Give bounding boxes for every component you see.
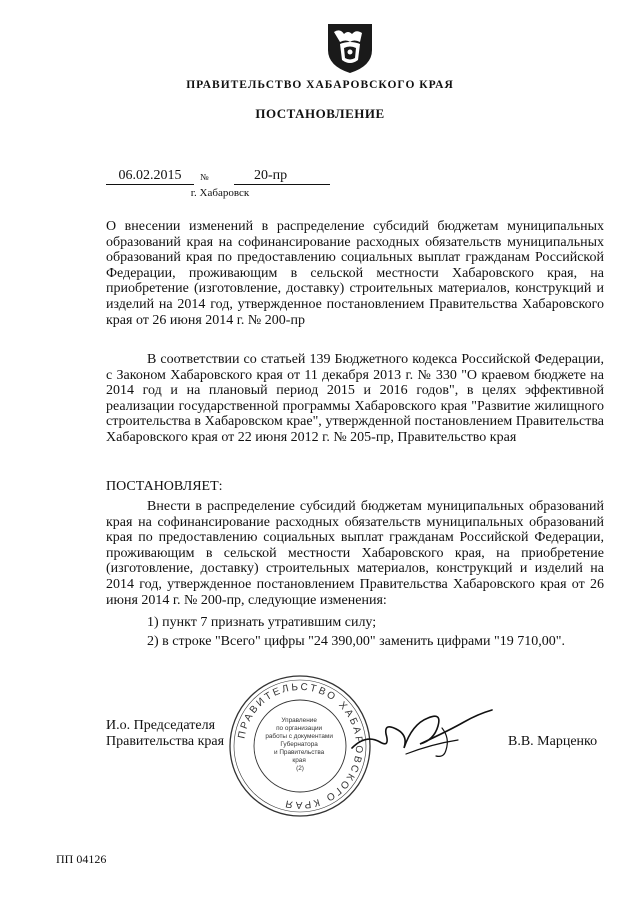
organization-name: ПРАВИТЕЛЬСТВО ХАБАРОВСКОГО КРАЯ — [186, 79, 454, 91]
document-title: О внесении изменений в распределение субсидий бюджетам муниципальных образований края на софинансирование расходных обязательств муниципальных образований края по предоставлению социальных выплат гражданам Российской Федерации, проживающим в сельской местности Хабаровского края, на приобретение (изготовление, доставку) строительных материалов, конструкций и изделий на 2014 год, утвержденное постановлением Правительства Хабаровского края от 26 июня 2014 г. № 200-пр — [106, 219, 604, 328]
handwritten-signature — [346, 704, 498, 764]
stamp-line: и Правительства — [273, 749, 325, 756]
stamp-line: Губернатора — [280, 741, 318, 748]
list-item: 1) пункт 7 признать утратившим силу; — [147, 615, 377, 630]
stamp-line: по организации — [276, 725, 323, 732]
signatory-position-line: Правительства края — [106, 734, 225, 749]
signatory-position-line: И.о. Председателя — [106, 718, 216, 733]
document-number: 20-пр — [234, 168, 330, 185]
stamp-line: (2) — [296, 765, 304, 772]
document-type: ПОСТАНОВЛЕНИЕ — [255, 106, 385, 121]
number-sign: № — [200, 172, 209, 182]
preamble-paragraph: В соответствии со статьей 139 Бюджетного кодекса Российской Федерации, с Законом Хабаровского края от 11 декабря 2013 г. № 330 "О краевом бюджете на 2014 год и на плановый период 2015 и 2016 годов", в целях эффективной реализации государственной программы Хабаровского края "Развитие жилищного строительства в Хабаровском крае", утвержденной постановлением Правительства Хабаровского края от 22 июня 2012 г. № 205-пр, Правительство края — [106, 352, 604, 445]
stamp-line: работы с документами — [265, 733, 333, 740]
signatory-name: В.В. Марценко — [508, 734, 598, 749]
signatory-position — [106, 718, 224, 750]
footer-code: ПП 04126 — [56, 852, 107, 866]
list-item: 2) в строке "Всего" цифры "24 390,00" заменить цифрами "19 710,00". — [147, 634, 565, 649]
svg-text:Управление по организации — [265, 717, 334, 772]
city-name: г. Хабаровск — [190, 187, 250, 199]
stamp-ring-text: ПРАВИТЕЛЬСТВО ХАБАРОВСКОГО КРАЯ — [236, 681, 365, 811]
document-date: 06.02.2015 — [106, 168, 194, 185]
decree-word: ПОСТАНОВЛЯЕТ: — [106, 479, 223, 494]
coat-of-arms-emblem — [324, 20, 376, 76]
stamp-line: края — [292, 757, 306, 764]
stamp-line: Управление — [281, 717, 317, 724]
decision-paragraph: Внести в распределение субсидий бюджетам муниципальных образований края на софинансирование расходных обязательств муниципальных образований края по предоставлению социальных выплат гражданам Российской Федерации, проживающим в сельской местности Хабаровского края, на приобретение (изготовление, доставку) строительных материалов, конструкций и изделий на 2014 год, утвержденное постановлением Правительства Хабаровского края от 26 июня 2014 г. № 200-пр, следующие изменения: — [106, 499, 604, 608]
